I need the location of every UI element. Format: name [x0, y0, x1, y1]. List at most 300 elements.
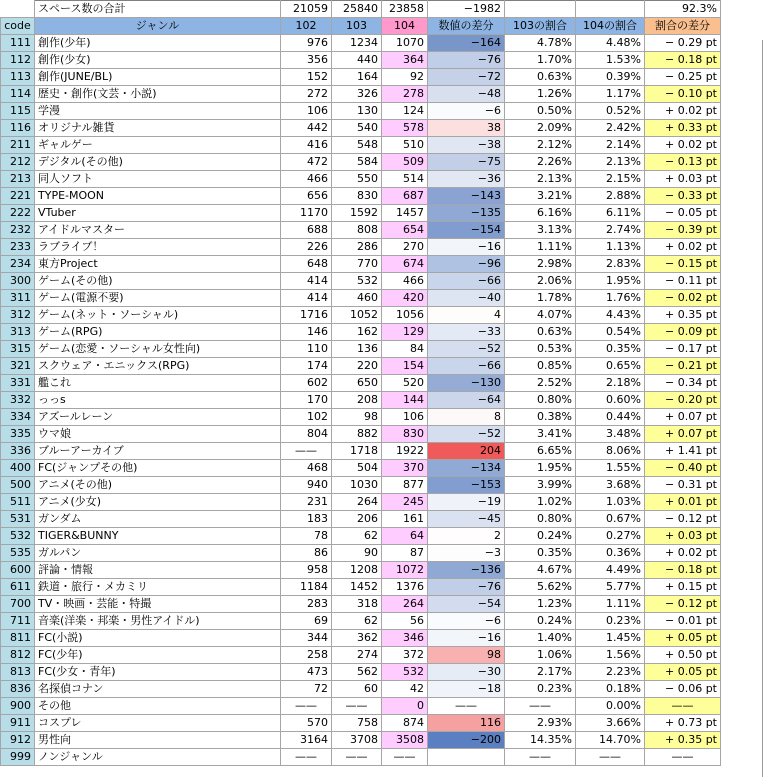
- cell-r103[interactable]: 0.24%: [505, 528, 576, 545]
- cell-c102[interactable]: 466: [281, 171, 332, 188]
- cell-rdiff[interactable]: − 0.15 pt: [645, 256, 721, 273]
- cell-c102[interactable]: 468: [281, 460, 332, 477]
- cell-r103[interactable]: 14.35%: [505, 732, 576, 749]
- header-r103[interactable]: 103の割合: [505, 18, 576, 35]
- cell-code[interactable]: 531: [1, 511, 35, 528]
- cell-c103[interactable]: 540: [332, 120, 382, 137]
- cell-r104[interactable]: 0.00%: [576, 698, 645, 715]
- cell-r103[interactable]: 0.85%: [505, 358, 576, 375]
- cell-c103[interactable]: 882: [332, 426, 382, 443]
- cell-c102[interactable]: ——: [281, 698, 332, 715]
- cell-c104[interactable]: 509: [382, 154, 428, 171]
- cell-code[interactable]: 112: [1, 52, 35, 69]
- cell-genre[interactable]: ノンジャンル: [35, 749, 281, 766]
- cell-c103[interactable]: 770: [332, 256, 382, 273]
- cell-code[interactable]: 334: [1, 409, 35, 426]
- cell-c104[interactable]: 874: [382, 715, 428, 732]
- cell-c104[interactable]: 1922: [382, 443, 428, 460]
- cell-r104[interactable]: 0.60%: [576, 392, 645, 409]
- cell-r103[interactable]: 1.06%: [505, 647, 576, 664]
- cell-c102[interactable]: 570: [281, 715, 332, 732]
- cell-r104[interactable]: 4.48%: [576, 35, 645, 52]
- cell-r104[interactable]: 1.56%: [576, 647, 645, 664]
- cell-code[interactable]: 511: [1, 494, 35, 511]
- cell-r103[interactable]: ——: [505, 749, 576, 766]
- cell-diff[interactable]: −30: [428, 664, 505, 681]
- cell-c102[interactable]: 473: [281, 664, 332, 681]
- cell-c102[interactable]: 648: [281, 256, 332, 273]
- cell-c103[interactable]: 758: [332, 715, 382, 732]
- cell-c102[interactable]: 174: [281, 358, 332, 375]
- cell-code[interactable]: 813: [1, 664, 35, 681]
- cell-c102[interactable]: 183: [281, 511, 332, 528]
- cell-c102[interactable]: ——: [281, 443, 332, 460]
- cell-diff[interactable]: −135: [428, 205, 505, 222]
- cell-r103[interactable]: 0.63%: [505, 324, 576, 341]
- cell-code[interactable]: 300: [1, 273, 35, 290]
- cell-c103[interactable]: 548: [332, 137, 382, 154]
- cell-diff[interactable]: −136: [428, 562, 505, 579]
- cell-genre[interactable]: FC(少女・青年): [35, 664, 281, 681]
- cell-genre[interactable]: っっs: [35, 392, 281, 409]
- cell-c103[interactable]: 1592: [332, 205, 382, 222]
- cell-genre[interactable]: 創作(少女): [35, 52, 281, 69]
- cell-code[interactable]: 811: [1, 630, 35, 647]
- cell-diff[interactable]: −33: [428, 324, 505, 341]
- cell-r103[interactable]: 2.17%: [505, 664, 576, 681]
- totals-r103[interactable]: [505, 1, 576, 18]
- cell-r104[interactable]: 1.17%: [576, 86, 645, 103]
- cell-diff[interactable]: −96: [428, 256, 505, 273]
- cell-r104[interactable]: 1.45%: [576, 630, 645, 647]
- cell-r103[interactable]: 2.52%: [505, 375, 576, 392]
- cell-code[interactable]: 113: [1, 69, 35, 86]
- cell-rdiff[interactable]: − 0.05 pt: [645, 205, 721, 222]
- cell-r104[interactable]: 2.18%: [576, 375, 645, 392]
- cell-rdiff[interactable]: + 0.73 pt: [645, 715, 721, 732]
- cell-code[interactable]: 313: [1, 324, 35, 341]
- cell-r104[interactable]: 2.42%: [576, 120, 645, 137]
- cell-r104[interactable]: 2.83%: [576, 256, 645, 273]
- cell-c104[interactable]: 674: [382, 256, 428, 273]
- cell-c103[interactable]: 286: [332, 239, 382, 256]
- cell-c102[interactable]: 804: [281, 426, 332, 443]
- cell-code[interactable]: 535: [1, 545, 35, 562]
- cell-c104[interactable]: 245: [382, 494, 428, 511]
- cell-c103[interactable]: 550: [332, 171, 382, 188]
- cell-r104[interactable]: ——: [576, 749, 645, 766]
- cell-c103[interactable]: 362: [332, 630, 382, 647]
- cell-r103[interactable]: 1.02%: [505, 494, 576, 511]
- cell-genre[interactable]: 歴史・創作(文芸・小説): [35, 86, 281, 103]
- cell-diff[interactable]: 116: [428, 715, 505, 732]
- cell-c103[interactable]: 162: [332, 324, 382, 341]
- cell-r104[interactable]: 0.65%: [576, 358, 645, 375]
- totals-r104[interactable]: [576, 1, 645, 18]
- cell-r104[interactable]: 0.52%: [576, 103, 645, 120]
- cell-genre[interactable]: TV・映画・芸能・特撮: [35, 596, 281, 613]
- cell-r104[interactable]: 0.39%: [576, 69, 645, 86]
- cell-c102[interactable]: 656: [281, 188, 332, 205]
- cell-genre[interactable]: FC(小説): [35, 630, 281, 647]
- cell-c102[interactable]: 146: [281, 324, 332, 341]
- cell-genre[interactable]: デジタル(その他): [35, 154, 281, 171]
- cell-genre[interactable]: TYPE-MOON: [35, 188, 281, 205]
- cell-c103[interactable]: 274: [332, 647, 382, 664]
- cell-code[interactable]: 234: [1, 256, 35, 273]
- cell-c104[interactable]: 364: [382, 52, 428, 69]
- cell-c103[interactable]: 830: [332, 188, 382, 205]
- cell-diff[interactable]: −6: [428, 103, 505, 120]
- cell-r104[interactable]: 0.18%: [576, 681, 645, 698]
- cell-diff[interactable]: −134: [428, 460, 505, 477]
- cell-rdiff[interactable]: + 0.02 pt: [645, 239, 721, 256]
- header-r104[interactable]: 104の割合: [576, 18, 645, 35]
- cell-c102[interactable]: 78: [281, 528, 332, 545]
- cell-rdiff[interactable]: − 0.12 pt: [645, 511, 721, 528]
- cell-r103[interactable]: 3.99%: [505, 477, 576, 494]
- cell-rdiff[interactable]: − 0.06 pt: [645, 681, 721, 698]
- cell-code[interactable]: 912: [1, 732, 35, 749]
- cell-r104[interactable]: 2.14%: [576, 137, 645, 154]
- cell-genre[interactable]: アイドルマスター: [35, 222, 281, 239]
- cell-r103[interactable]: 2.93%: [505, 715, 576, 732]
- cell-code[interactable]: 116: [1, 120, 35, 137]
- cell-r103[interactable]: 2.06%: [505, 273, 576, 290]
- cell-c103[interactable]: 318: [332, 596, 382, 613]
- cell-c104[interactable]: 144: [382, 392, 428, 409]
- cell-genre[interactable]: ブルーアーカイブ: [35, 443, 281, 460]
- cell-r103[interactable]: 2.98%: [505, 256, 576, 273]
- cell-diff[interactable]: −66: [428, 273, 505, 290]
- cell-r104[interactable]: 3.48%: [576, 426, 645, 443]
- cell-genre[interactable]: 創作(JUNE/BL): [35, 69, 281, 86]
- cell-c102[interactable]: 3164: [281, 732, 332, 749]
- cell-c104[interactable]: 1376: [382, 579, 428, 596]
- cell-genre[interactable]: 音楽(洋楽・邦楽・男性アイドル): [35, 613, 281, 630]
- cell-genre[interactable]: TIGER&BUNNY: [35, 528, 281, 545]
- cell-r103[interactable]: ——: [505, 698, 576, 715]
- cell-r104[interactable]: 5.77%: [576, 579, 645, 596]
- cell-c103[interactable]: 326: [332, 86, 382, 103]
- cell-genre[interactable]: ガンダム: [35, 511, 281, 528]
- cell-diff[interactable]: [428, 749, 505, 766]
- cell-rdiff[interactable]: + 0.02 pt: [645, 103, 721, 120]
- cell-code[interactable]: 233: [1, 239, 35, 256]
- cell-c104[interactable]: 578: [382, 120, 428, 137]
- totals-c104[interactable]: 23858: [382, 1, 428, 18]
- cell-r104[interactable]: 2.23%: [576, 664, 645, 681]
- cell-code[interactable]: 211: [1, 137, 35, 154]
- cell-c102[interactable]: 414: [281, 273, 332, 290]
- cell-diff[interactable]: −6: [428, 613, 505, 630]
- cell-r103[interactable]: 3.13%: [505, 222, 576, 239]
- cell-c104[interactable]: 420: [382, 290, 428, 307]
- cell-c102[interactable]: 442: [281, 120, 332, 137]
- cell-c102[interactable]: 688: [281, 222, 332, 239]
- cell-c103[interactable]: 136: [332, 341, 382, 358]
- cell-c104[interactable]: 1056: [382, 307, 428, 324]
- cell-rdiff[interactable]: + 0.05 pt: [645, 630, 721, 647]
- cell-genre[interactable]: スクウェア・エニックス(RPG): [35, 358, 281, 375]
- cell-genre[interactable]: ラブライブ！: [35, 239, 281, 256]
- cell-rdiff[interactable]: + 0.15 pt: [645, 579, 721, 596]
- cell-r104[interactable]: 4.43%: [576, 307, 645, 324]
- cell-rdiff[interactable]: − 0.02 pt: [645, 290, 721, 307]
- cell-r103[interactable]: 1.70%: [505, 52, 576, 69]
- cell-code[interactable]: 312: [1, 307, 35, 324]
- cell-r103[interactable]: 6.16%: [505, 205, 576, 222]
- cell-c103[interactable]: 1718: [332, 443, 382, 460]
- cell-rdiff[interactable]: − 0.21 pt: [645, 358, 721, 375]
- cell-rdiff[interactable]: + 0.01 pt: [645, 494, 721, 511]
- cell-rdiff[interactable]: − 0.18 pt: [645, 52, 721, 69]
- cell-diff[interactable]: −66: [428, 358, 505, 375]
- cell-r104[interactable]: 2.13%: [576, 154, 645, 171]
- cell-code[interactable]: 115: [1, 103, 35, 120]
- cell-c104[interactable]: 278: [382, 86, 428, 103]
- cell-r104[interactable]: 1.76%: [576, 290, 645, 307]
- cell-c104[interactable]: 3508: [382, 732, 428, 749]
- cell-r104[interactable]: 8.06%: [576, 443, 645, 460]
- cell-code[interactable]: 315: [1, 341, 35, 358]
- cell-c102[interactable]: 258: [281, 647, 332, 664]
- cell-rdiff[interactable]: + 0.02 pt: [645, 137, 721, 154]
- totals-diff[interactable]: −1982: [428, 1, 505, 18]
- cell-rdiff[interactable]: − 0.18 pt: [645, 562, 721, 579]
- cell-r104[interactable]: 2.74%: [576, 222, 645, 239]
- cell-r103[interactable]: 1.26%: [505, 86, 576, 103]
- cell-c104[interactable]: 0: [382, 698, 428, 715]
- cell-rdiff[interactable]: − 0.40 pt: [645, 460, 721, 477]
- cell-genre[interactable]: 同人ソフト: [35, 171, 281, 188]
- cell-c102[interactable]: 72: [281, 681, 332, 698]
- cell-c104[interactable]: 56: [382, 613, 428, 630]
- cell-r103[interactable]: 1.95%: [505, 460, 576, 477]
- cell-rdiff[interactable]: ——: [645, 698, 721, 715]
- cell-code[interactable]: 332: [1, 392, 35, 409]
- totals-c103[interactable]: 25840: [332, 1, 382, 18]
- cell-genre[interactable]: FC(ジャンプその他): [35, 460, 281, 477]
- cell-r103[interactable]: 4.67%: [505, 562, 576, 579]
- cell-diff[interactable]: −76: [428, 52, 505, 69]
- cell-r103[interactable]: 2.26%: [505, 154, 576, 171]
- cell-r104[interactable]: 4.49%: [576, 562, 645, 579]
- cell-diff[interactable]: −76: [428, 579, 505, 596]
- cell-r104[interactable]: 1.13%: [576, 239, 645, 256]
- cell-r104[interactable]: 3.66%: [576, 715, 645, 732]
- header-genre[interactable]: ジャンル: [35, 18, 281, 35]
- cell-r103[interactable]: 1.23%: [505, 596, 576, 613]
- cell-diff[interactable]: ——: [428, 698, 505, 715]
- cell-c102[interactable]: 1170: [281, 205, 332, 222]
- cell-rdiff[interactable]: + 0.35 pt: [645, 732, 721, 749]
- cell-c104[interactable]: 129: [382, 324, 428, 341]
- cell-c103[interactable]: 1052: [332, 307, 382, 324]
- cell-code[interactable]: 400: [1, 460, 35, 477]
- cell-r103[interactable]: 0.80%: [505, 392, 576, 409]
- cell-diff[interactable]: 4: [428, 307, 505, 324]
- cell-rdiff[interactable]: − 0.09 pt: [645, 324, 721, 341]
- cell-code[interactable]: 336: [1, 443, 35, 460]
- cell-c104[interactable]: 466: [382, 273, 428, 290]
- cell-c103[interactable]: 264: [332, 494, 382, 511]
- cell-genre[interactable]: アニメ(少女): [35, 494, 281, 511]
- cell-rdiff[interactable]: + 0.05 pt: [645, 664, 721, 681]
- cell-c104[interactable]: 264: [382, 596, 428, 613]
- cell-code[interactable]: 600: [1, 562, 35, 579]
- cell-r103[interactable]: 3.21%: [505, 188, 576, 205]
- cell-genre[interactable]: ウマ娘: [35, 426, 281, 443]
- cell-c104[interactable]: 154: [382, 358, 428, 375]
- cell-r103[interactable]: 2.09%: [505, 120, 576, 137]
- cell-genre[interactable]: 東方Project: [35, 256, 281, 273]
- cell-c103[interactable]: 208: [332, 392, 382, 409]
- cell-c104[interactable]: 877: [382, 477, 428, 494]
- header-diff[interactable]: 数値の差分: [428, 18, 505, 35]
- cell-diff[interactable]: −75: [428, 154, 505, 171]
- cell-diff[interactable]: 38: [428, 120, 505, 137]
- cell-r104[interactable]: 3.68%: [576, 477, 645, 494]
- totals-c102[interactable]: 21059: [281, 1, 332, 18]
- cell-c104[interactable]: 270: [382, 239, 428, 256]
- cell-c103[interactable]: 3708: [332, 732, 382, 749]
- cell-genre[interactable]: 創作(少年): [35, 35, 281, 52]
- cell-c102[interactable]: 152: [281, 69, 332, 86]
- cell-c103[interactable]: 62: [332, 613, 382, 630]
- cell-c102[interactable]: 344: [281, 630, 332, 647]
- cell-genre[interactable]: 評論・情報: [35, 562, 281, 579]
- cell-genre[interactable]: ギャルゲー: [35, 137, 281, 154]
- cell-code[interactable]: 911: [1, 715, 35, 732]
- cell-c103[interactable]: 130: [332, 103, 382, 120]
- cell-r103[interactable]: 0.80%: [505, 511, 576, 528]
- cell-rdiff[interactable]: + 0.33 pt: [645, 120, 721, 137]
- cell-r103[interactable]: 0.35%: [505, 545, 576, 562]
- cell-c103[interactable]: 220: [332, 358, 382, 375]
- cell-c102[interactable]: 356: [281, 52, 332, 69]
- cell-r104[interactable]: 0.27%: [576, 528, 645, 545]
- cell-c102[interactable]: 226: [281, 239, 332, 256]
- cell-genre[interactable]: その他: [35, 698, 281, 715]
- cell-c104[interactable]: 106: [382, 409, 428, 426]
- cell-r104[interactable]: 1.53%: [576, 52, 645, 69]
- cell-r103[interactable]: 0.38%: [505, 409, 576, 426]
- cell-r103[interactable]: 1.78%: [505, 290, 576, 307]
- cell-c103[interactable]: 460: [332, 290, 382, 307]
- cell-code[interactable]: 111: [1, 35, 35, 52]
- cell-c104[interactable]: 64: [382, 528, 428, 545]
- cell-c104[interactable]: 1070: [382, 35, 428, 52]
- cell-genre[interactable]: 名探偵コナン: [35, 681, 281, 698]
- cell-r104[interactable]: 1.95%: [576, 273, 645, 290]
- cell-code[interactable]: 331: [1, 375, 35, 392]
- cell-c102[interactable]: 1184: [281, 579, 332, 596]
- cell-c104[interactable]: 520: [382, 375, 428, 392]
- cell-c102[interactable]: 231: [281, 494, 332, 511]
- cell-c103[interactable]: 562: [332, 664, 382, 681]
- cell-c103[interactable]: 60: [332, 681, 382, 698]
- cell-code[interactable]: 232: [1, 222, 35, 239]
- cell-c103[interactable]: 206: [332, 511, 382, 528]
- cell-c102[interactable]: 170: [281, 392, 332, 409]
- cell-r103[interactable]: 1.11%: [505, 239, 576, 256]
- cell-c103[interactable]: 650: [332, 375, 382, 392]
- cell-c103[interactable]: 164: [332, 69, 382, 86]
- cell-c104[interactable]: 84: [382, 341, 428, 358]
- cell-diff[interactable]: −18: [428, 681, 505, 698]
- cell-r104[interactable]: 1.55%: [576, 460, 645, 477]
- cell-c103[interactable]: 1452: [332, 579, 382, 596]
- cell-code[interactable]: 532: [1, 528, 35, 545]
- cell-c103[interactable]: 98: [332, 409, 382, 426]
- cell-r104[interactable]: 2.88%: [576, 188, 645, 205]
- cell-c102[interactable]: 1716: [281, 307, 332, 324]
- cell-code[interactable]: 999: [1, 749, 35, 766]
- cell-rdiff[interactable]: − 0.34 pt: [645, 375, 721, 392]
- cell-rdiff[interactable]: + 1.41 pt: [645, 443, 721, 460]
- totals-label[interactable]: スペース数の合計: [35, 1, 281, 18]
- cell-c103[interactable]: 504: [332, 460, 382, 477]
- cell-r103[interactable]: 0.50%: [505, 103, 576, 120]
- cell-genre[interactable]: ゲーム(その他): [35, 273, 281, 290]
- cell-code[interactable]: 812: [1, 647, 35, 664]
- cell-r103[interactable]: 0.23%: [505, 681, 576, 698]
- cell-c103[interactable]: 1030: [332, 477, 382, 494]
- cell-c102[interactable]: 86: [281, 545, 332, 562]
- cell-rdiff[interactable]: − 0.13 pt: [645, 154, 721, 171]
- cell-c103[interactable]: 62: [332, 528, 382, 545]
- cell-code[interactable]: 836: [1, 681, 35, 698]
- cell-genre[interactable]: アニメ(その他): [35, 477, 281, 494]
- cell-r103[interactable]: 2.12%: [505, 137, 576, 154]
- cell-diff[interactable]: 2: [428, 528, 505, 545]
- cell-genre[interactable]: ガルパン: [35, 545, 281, 562]
- cell-code[interactable]: 335: [1, 426, 35, 443]
- cell-genre[interactable]: ゲーム(ネット・ソーシャル): [35, 307, 281, 324]
- cell-c102[interactable]: 69: [281, 613, 332, 630]
- cell-genre[interactable]: 男性向: [35, 732, 281, 749]
- cell-r104[interactable]: 0.36%: [576, 545, 645, 562]
- cell-rdiff[interactable]: − 0.31 pt: [645, 477, 721, 494]
- cell-c104[interactable]: 370: [382, 460, 428, 477]
- cell-code[interactable]: 700: [1, 596, 35, 613]
- cell-r104[interactable]: 2.15%: [576, 171, 645, 188]
- cell-diff[interactable]: −54: [428, 596, 505, 613]
- cell-diff[interactable]: −3: [428, 545, 505, 562]
- cell-diff[interactable]: −200: [428, 732, 505, 749]
- cell-genre[interactable]: FC(少年): [35, 647, 281, 664]
- cell-code[interactable]: 611: [1, 579, 35, 596]
- cell-diff[interactable]: 204: [428, 443, 505, 460]
- cell-c104[interactable]: 1072: [382, 562, 428, 579]
- cell-c104[interactable]: 687: [382, 188, 428, 205]
- cell-rdiff[interactable]: − 0.10 pt: [645, 86, 721, 103]
- cell-c103[interactable]: 90: [332, 545, 382, 562]
- cell-c104[interactable]: 92: [382, 69, 428, 86]
- cell-code[interactable]: 213: [1, 171, 35, 188]
- header-c103[interactable]: 103: [332, 18, 382, 35]
- cell-c103[interactable]: 532: [332, 273, 382, 290]
- cell-code[interactable]: 221: [1, 188, 35, 205]
- cell-genre[interactable]: ゲーム(電源不要): [35, 290, 281, 307]
- cell-c104[interactable]: 87: [382, 545, 428, 562]
- cell-c102[interactable]: 272: [281, 86, 332, 103]
- cell-c104[interactable]: 532: [382, 664, 428, 681]
- cell-c103[interactable]: 808: [332, 222, 382, 239]
- cell-diff[interactable]: −164: [428, 35, 505, 52]
- cell-c103[interactable]: 1234: [332, 35, 382, 52]
